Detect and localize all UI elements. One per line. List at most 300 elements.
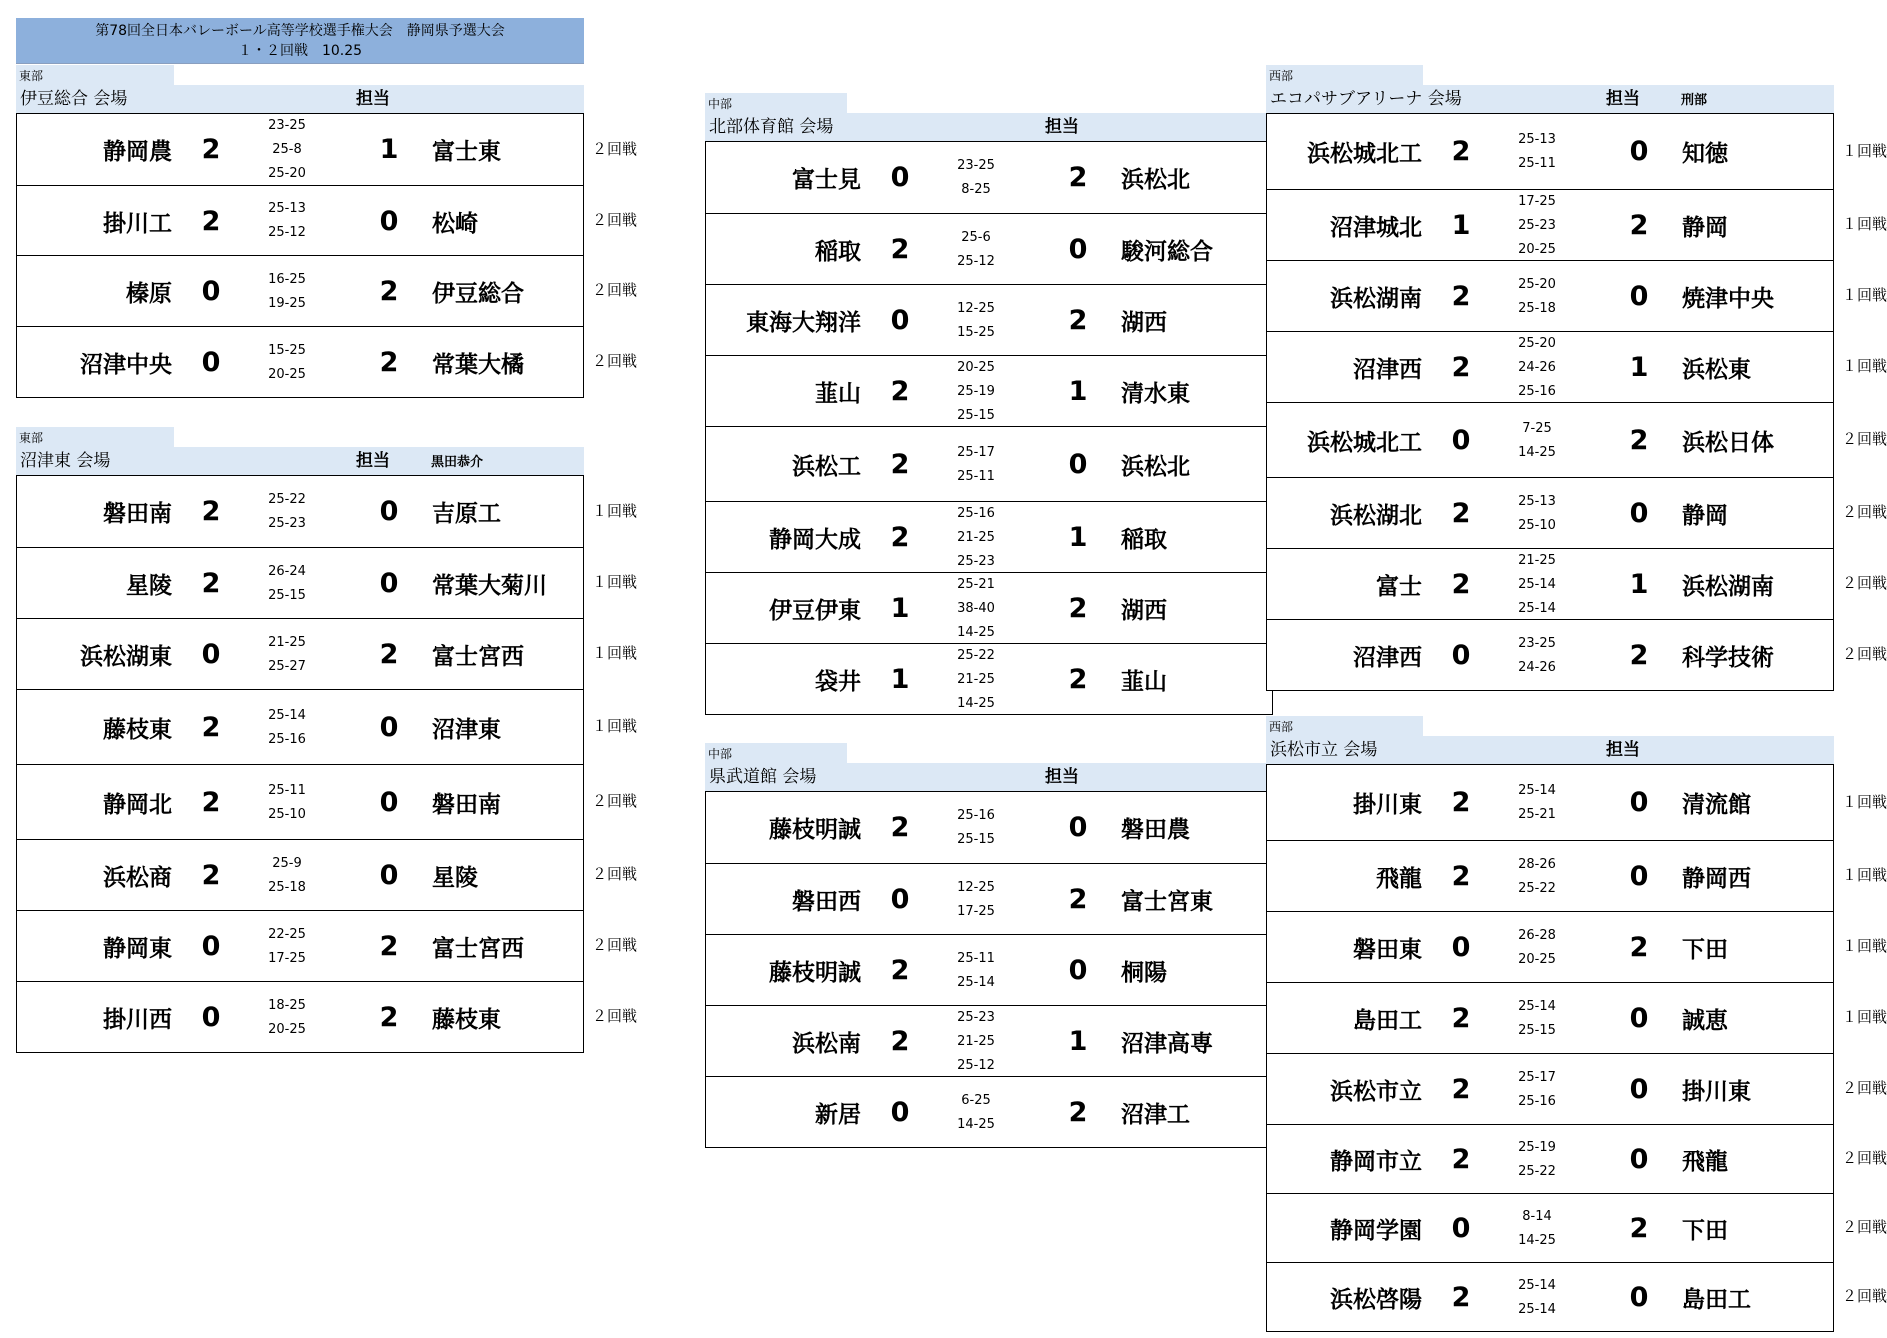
title-line1: 第78回全日本バレーボール高等学校選手権大会 静岡県予選大会 xyxy=(95,23,505,39)
match-row xyxy=(706,501,1272,573)
away-team-score: 0 xyxy=(379,787,399,818)
set-score: 24-26 xyxy=(1518,659,1556,675)
round-label: ２回戦 xyxy=(592,352,638,370)
match-row xyxy=(706,863,1272,935)
home-team-name: 浜松南 xyxy=(792,1031,861,1057)
set-score: 25-18 xyxy=(1518,300,1556,316)
match-table xyxy=(705,791,1273,1148)
away-team-name: 沼津東 xyxy=(432,717,501,743)
home-team-name: 榛原 xyxy=(126,281,172,307)
home-team-name: 沼津西 xyxy=(1353,357,1422,383)
set-score: 21-25 xyxy=(957,671,995,687)
match-row xyxy=(706,426,1272,502)
match-row xyxy=(1267,260,1833,332)
away-team-score: 2 xyxy=(1629,425,1649,456)
venue-header xyxy=(705,113,1273,141)
home-team-name: 富士 xyxy=(1376,574,1422,600)
set-score: 25-22 xyxy=(1518,880,1556,896)
away-team-name: 静岡西 xyxy=(1682,866,1751,892)
home-team-score: 2 xyxy=(890,955,910,986)
match-row xyxy=(706,142,1272,213)
set-scores xyxy=(1502,114,1572,189)
set-score: 14-25 xyxy=(1518,444,1556,460)
away-team-name: 湖西 xyxy=(1121,598,1167,624)
set-scores xyxy=(941,214,1011,285)
set-scores xyxy=(941,792,1011,863)
away-team-name: 常葉大橘 xyxy=(432,352,524,378)
round-label: ２回戦 xyxy=(1842,1218,1887,1236)
set-score: 25-14 xyxy=(1518,782,1556,798)
away-team-name: 静岡 xyxy=(1682,503,1728,529)
away-team-score: 0 xyxy=(1629,281,1649,312)
set-score: 25-19 xyxy=(1518,1139,1556,1155)
match-table xyxy=(1266,113,1834,691)
home-team-name: 沼津城北 xyxy=(1330,215,1422,241)
set-score: 24-26 xyxy=(1518,359,1556,375)
venue-name: エコパサブアリーナ 会場 xyxy=(1270,89,1462,109)
set-scores xyxy=(1502,912,1572,983)
round-label: ２回戦 xyxy=(592,140,638,158)
set-score: 23-25 xyxy=(268,117,306,133)
away-team-score: 0 xyxy=(1629,136,1649,167)
home-team-score: 2 xyxy=(1451,787,1471,818)
tanto-label: 担当 xyxy=(1045,767,1079,787)
away-team-name: 富士宮東 xyxy=(1121,889,1213,915)
match-row xyxy=(1267,1124,1833,1194)
set-score: 14-25 xyxy=(957,695,995,711)
set-scores xyxy=(252,548,322,619)
home-team-score: 2 xyxy=(1451,498,1471,529)
round-label: ２回戦 xyxy=(1842,503,1887,521)
match-row xyxy=(17,764,583,840)
tournament-title xyxy=(16,18,584,64)
away-team-name: 駿河総合 xyxy=(1121,239,1213,265)
set-score: 25-11 xyxy=(957,468,995,484)
away-team-score: 0 xyxy=(1068,449,1088,480)
set-score: 21-25 xyxy=(957,1033,995,1049)
set-score: 25-21 xyxy=(957,576,995,592)
set-score: 25-12 xyxy=(957,1057,995,1073)
home-team-name: 浜松城北工 xyxy=(1307,141,1422,167)
home-team-name: 磐田東 xyxy=(1353,937,1422,963)
away-team-score: 2 xyxy=(1629,640,1649,671)
set-scores xyxy=(1502,403,1572,478)
set-scores xyxy=(941,935,1011,1006)
set-score: 25-14 xyxy=(268,707,306,723)
region-label: 西部 xyxy=(1266,716,1423,736)
round-label: ２回戦 xyxy=(1842,1079,1887,1097)
away-team-name: 浜松湖南 xyxy=(1682,574,1774,600)
venue-header xyxy=(705,763,1273,791)
set-scores xyxy=(252,911,322,982)
set-score: 25-17 xyxy=(957,444,995,460)
set-score: 25-11 xyxy=(957,950,995,966)
away-team-score: 2 xyxy=(379,347,399,378)
set-scores xyxy=(252,476,322,547)
away-team-score: 0 xyxy=(379,712,399,743)
away-team-name: 磐田南 xyxy=(432,792,501,818)
away-team-name: 湖西 xyxy=(1121,310,1167,336)
round-label: １回戦 xyxy=(1842,866,1887,884)
set-score: 38-40 xyxy=(957,600,995,616)
home-team-score: 2 xyxy=(1451,569,1471,600)
away-team-name: 科学技術 xyxy=(1682,645,1774,671)
away-team-score: 2 xyxy=(379,931,399,962)
set-scores xyxy=(1502,1054,1572,1125)
set-score: 12-25 xyxy=(957,879,995,895)
venue-header xyxy=(16,447,584,475)
set-score: 17-25 xyxy=(957,903,995,919)
title-line2: １・２回戦 10.25 xyxy=(237,43,363,59)
set-scores xyxy=(1502,841,1572,912)
set-scores xyxy=(252,765,322,840)
round-label: １回戦 xyxy=(592,717,638,735)
set-score: 25-22 xyxy=(268,491,306,507)
set-score: 6-25 xyxy=(961,1092,991,1108)
match-row xyxy=(1267,548,1833,620)
round-label: ２回戦 xyxy=(592,281,638,299)
set-score: 25-16 xyxy=(1518,383,1556,399)
home-team-name: 浜松城北工 xyxy=(1307,430,1422,456)
home-team-score: 0 xyxy=(1451,640,1471,671)
region-label: 東部 xyxy=(16,427,174,447)
region-label: 中部 xyxy=(705,93,847,113)
set-score: 21-25 xyxy=(957,529,995,545)
set-scores xyxy=(252,982,322,1053)
match-row xyxy=(706,934,1272,1006)
set-scores xyxy=(1502,620,1572,691)
set-score: 25-18 xyxy=(268,879,306,895)
set-scores xyxy=(252,619,322,690)
away-team-name: 沼津工 xyxy=(1121,1102,1190,1128)
set-score: 18-25 xyxy=(268,997,306,1013)
set-scores xyxy=(1502,1263,1572,1332)
away-team-name: 松崎 xyxy=(432,210,478,237)
home-team-score: 0 xyxy=(201,931,221,962)
home-team-name: 浜松商 xyxy=(103,865,172,891)
set-scores xyxy=(1502,1125,1572,1194)
match-table xyxy=(16,475,584,1053)
home-team-score: 2 xyxy=(1451,281,1471,312)
person-in-charge: 黒田恭介 xyxy=(431,455,484,470)
set-score: 25-21 xyxy=(1518,806,1556,822)
set-score: 20-25 xyxy=(957,359,995,375)
home-team-name: 静岡市立 xyxy=(1330,1149,1422,1175)
away-team-score: 2 xyxy=(1068,884,1088,915)
set-score: 25-20 xyxy=(1518,276,1556,292)
home-team-score: 2 xyxy=(201,787,221,818)
set-score: 25-20 xyxy=(268,165,306,181)
home-team-score: 2 xyxy=(890,449,910,480)
set-score: 25-15 xyxy=(957,831,995,847)
match-row xyxy=(17,547,583,619)
away-team-score: 1 xyxy=(1629,569,1649,600)
away-team-name: 浜松日体 xyxy=(1682,430,1774,456)
away-team-name: 沼津高専 xyxy=(1121,1031,1213,1057)
match-row xyxy=(706,572,1272,644)
home-team-name: 静岡農 xyxy=(103,139,172,165)
home-team-score: 1 xyxy=(890,593,910,624)
away-team-name: 吉原工 xyxy=(432,501,501,527)
set-score: 25-15 xyxy=(1518,1022,1556,1038)
round-label: ２回戦 xyxy=(1842,1149,1887,1167)
home-team-name: 掛川西 xyxy=(103,1007,172,1033)
away-team-score: 0 xyxy=(1629,861,1649,892)
home-team-name: 掛川東 xyxy=(1353,792,1422,818)
match-table xyxy=(16,113,584,398)
home-team-score: 2 xyxy=(890,1026,910,1057)
away-team-name: 星陵 xyxy=(432,865,478,891)
set-score: 25-17 xyxy=(1518,1069,1556,1085)
round-label: ２回戦 xyxy=(1842,574,1887,592)
away-team-score: 0 xyxy=(379,860,399,891)
round-label: １回戦 xyxy=(592,644,638,662)
set-score: 25-14 xyxy=(1518,998,1556,1014)
away-team-name: 浜松北 xyxy=(1121,454,1190,480)
away-team-score: 0 xyxy=(379,496,399,527)
home-team-score: 0 xyxy=(890,305,910,336)
match-row xyxy=(1267,1262,1833,1332)
home-team-name: 新居 xyxy=(815,1102,861,1128)
away-team-score: 0 xyxy=(379,205,399,237)
home-team-score: 2 xyxy=(201,860,221,891)
away-team-name: 伊豆総合 xyxy=(432,281,524,307)
home-team-name: 静岡北 xyxy=(103,792,172,818)
away-team-name: 飛龍 xyxy=(1682,1149,1728,1175)
home-team-name: 浜松湖南 xyxy=(1330,286,1422,312)
set-score: 25-14 xyxy=(1518,576,1556,592)
set-scores xyxy=(1502,549,1572,620)
round-label: ２回戦 xyxy=(592,936,638,954)
away-team-score: 2 xyxy=(1629,1213,1649,1244)
home-team-name: 浜松啓陽 xyxy=(1330,1287,1422,1313)
set-score: 20-25 xyxy=(1518,951,1556,967)
home-team-name: 沼津中央 xyxy=(80,352,172,378)
set-score: 26-28 xyxy=(1518,927,1556,943)
tanto-label: 担当 xyxy=(356,451,390,471)
set-score: 25-23 xyxy=(957,553,995,569)
home-team-name: 富士見 xyxy=(792,167,861,193)
set-scores xyxy=(941,573,1011,644)
match-table xyxy=(1266,764,1834,1332)
match-row xyxy=(17,326,583,398)
set-score: 25-12 xyxy=(957,253,995,269)
set-score: 25-15 xyxy=(268,587,306,603)
match-row xyxy=(706,355,1272,427)
home-team-name: 浜松市立 xyxy=(1330,1079,1422,1105)
match-row xyxy=(1267,477,1833,549)
away-team-name: 静岡 xyxy=(1682,215,1728,241)
venue-name: 県武道館 会場 xyxy=(709,767,817,787)
match-row xyxy=(706,284,1272,356)
away-team-score: 0 xyxy=(379,568,399,599)
round-label: １回戦 xyxy=(1842,142,1887,160)
set-scores xyxy=(941,142,1011,213)
home-team-name: 藤枝東 xyxy=(103,717,172,743)
venue-name: 北部体育館 会場 xyxy=(709,117,834,137)
set-score: 25-23 xyxy=(268,515,306,531)
match-row xyxy=(1267,982,1833,1054)
home-team-score: 2 xyxy=(201,712,221,743)
set-score: 25-27 xyxy=(268,658,306,674)
set-score: 25-13 xyxy=(268,201,306,216)
set-score: 8-25 xyxy=(961,181,991,197)
venue-name: 伊豆総合 会場 xyxy=(20,89,128,109)
away-team-name: 掛川東 xyxy=(1682,1079,1751,1105)
home-team-score: 0 xyxy=(1451,1213,1471,1244)
set-score: 28-26 xyxy=(1518,856,1556,872)
set-score: 25-14 xyxy=(1518,1277,1556,1293)
set-score: 23-25 xyxy=(1518,635,1556,651)
match-row xyxy=(706,792,1272,863)
away-team-name: 知徳 xyxy=(1682,141,1728,167)
home-team-score: 2 xyxy=(1451,1282,1471,1313)
set-scores xyxy=(1502,261,1572,332)
round-label: ２回戦 xyxy=(592,792,638,810)
away-team-name: 浜松東 xyxy=(1682,357,1751,383)
away-team-name: 磐田農 xyxy=(1121,817,1190,843)
tanto-label: 担当 xyxy=(356,89,390,109)
set-score: 25-14 xyxy=(1518,600,1556,616)
home-team-score: 0 xyxy=(1451,425,1471,456)
home-team-name: 沼津西 xyxy=(1353,645,1422,671)
home-team-name: 韮山 xyxy=(815,381,861,407)
away-team-name: 富士宮西 xyxy=(432,936,524,962)
region-label: 西部 xyxy=(1266,65,1423,85)
away-team-name: 富士宮西 xyxy=(432,644,524,670)
home-team-score: 2 xyxy=(890,812,910,843)
match-row xyxy=(17,114,583,185)
round-label: １回戦 xyxy=(1842,1008,1887,1026)
set-score: 25-9 xyxy=(272,855,302,871)
set-score: 16-25 xyxy=(268,271,306,287)
home-team-name: 静岡東 xyxy=(103,936,172,962)
set-score: 17-25 xyxy=(268,950,306,966)
home-team-name: 星陵 xyxy=(126,573,172,599)
home-team-name: 飛龍 xyxy=(1376,866,1422,892)
match-row xyxy=(17,185,583,256)
home-team-score: 1 xyxy=(890,664,910,695)
set-scores xyxy=(1502,190,1572,261)
set-score: 14-25 xyxy=(957,1116,995,1132)
set-score: 25-16 xyxy=(1518,1093,1556,1109)
set-scores xyxy=(941,502,1011,573)
home-team-score: 2 xyxy=(890,234,910,265)
round-label: １回戦 xyxy=(1842,937,1887,955)
venue-header xyxy=(16,85,584,113)
away-team-score: 2 xyxy=(379,639,399,670)
away-team-score: 1 xyxy=(379,134,399,165)
away-team-name: 清水東 xyxy=(1121,381,1190,407)
set-score: 25-15 xyxy=(957,407,995,423)
home-team-name: 島田工 xyxy=(1353,1008,1422,1034)
set-score: 25-13 xyxy=(1518,131,1556,147)
home-team-name: 浜松工 xyxy=(792,454,861,480)
set-score: 20-25 xyxy=(268,366,306,382)
home-team-score: 2 xyxy=(201,496,221,527)
home-team-name: 浜松湖東 xyxy=(80,644,172,670)
set-score: 25-14 xyxy=(957,974,995,990)
round-label: １回戦 xyxy=(592,573,638,591)
away-team-name: 桐陽 xyxy=(1121,960,1167,986)
set-score: 25-22 xyxy=(957,647,995,663)
tanto-label: 担当 xyxy=(1606,740,1640,760)
home-team-score: 2 xyxy=(201,568,221,599)
venue-name: 浜松市立 会場 xyxy=(1270,740,1378,760)
set-scores xyxy=(1502,983,1572,1054)
match-row xyxy=(17,839,583,911)
match-row xyxy=(706,1076,1272,1148)
away-team-score: 2 xyxy=(379,276,399,307)
home-team-name: 袋井 xyxy=(815,669,861,695)
set-score: 25-16 xyxy=(957,505,995,521)
home-team-score: 0 xyxy=(890,162,910,193)
set-score: 23-25 xyxy=(957,157,995,173)
away-team-score: 1 xyxy=(1068,522,1088,553)
home-team-score: 2 xyxy=(890,376,910,407)
away-team-score: 0 xyxy=(1629,1003,1649,1034)
away-team-score: 0 xyxy=(1629,498,1649,529)
set-score: 25-22 xyxy=(1518,1163,1556,1179)
away-team-name: 藤枝東 xyxy=(432,1007,501,1033)
home-team-score: 0 xyxy=(201,347,221,378)
set-scores xyxy=(1502,765,1572,840)
home-team-name: 磐田西 xyxy=(792,889,861,915)
set-score: 25-23 xyxy=(957,1009,995,1025)
set-scores xyxy=(252,114,322,185)
match-row xyxy=(17,618,583,690)
round-label: ２回戦 xyxy=(1842,430,1887,448)
home-team-score: 2 xyxy=(201,205,221,237)
set-score: 25-10 xyxy=(1518,517,1556,533)
home-team-score: 2 xyxy=(1451,1074,1471,1105)
round-label: １回戦 xyxy=(1842,286,1887,304)
home-team-name: 静岡学園 xyxy=(1330,1218,1422,1244)
away-team-name: 韮山 xyxy=(1121,669,1167,695)
match-row xyxy=(17,981,583,1053)
round-label: ２回戦 xyxy=(592,1007,638,1025)
home-team-score: 0 xyxy=(890,1097,910,1128)
away-team-score: 2 xyxy=(379,1002,399,1033)
match-table xyxy=(705,141,1273,715)
round-label: ２回戦 xyxy=(1842,1287,1887,1305)
away-team-name: 下田 xyxy=(1682,937,1728,963)
round-label: ２回戦 xyxy=(1842,645,1887,663)
set-scores xyxy=(252,186,322,256)
set-score: 25-16 xyxy=(957,807,995,823)
away-team-score: 0 xyxy=(1068,812,1088,843)
match-row xyxy=(1267,1193,1833,1263)
set-scores xyxy=(941,864,1011,935)
person-in-charge: 刑部 xyxy=(1681,93,1708,108)
round-label: １回戦 xyxy=(592,502,638,520)
set-score: 25-6 xyxy=(961,229,991,245)
venue-name: 沼津東 会場 xyxy=(20,451,111,471)
round-label: １回戦 xyxy=(1842,357,1887,375)
set-scores xyxy=(252,690,322,765)
set-score: 25-10 xyxy=(268,806,306,822)
away-team-score: 1 xyxy=(1068,1026,1088,1057)
set-score: 14-25 xyxy=(957,624,995,640)
away-team-score: 2 xyxy=(1629,932,1649,963)
away-team-name: 島田工 xyxy=(1682,1287,1751,1313)
away-team-score: 2 xyxy=(1629,210,1649,241)
home-team-score: 0 xyxy=(201,1002,221,1033)
set-score: 25-12 xyxy=(268,225,306,240)
region-label: 中部 xyxy=(705,743,847,763)
set-score: 25-23 xyxy=(1518,217,1556,233)
away-team-name: 誠恵 xyxy=(1682,1008,1728,1034)
